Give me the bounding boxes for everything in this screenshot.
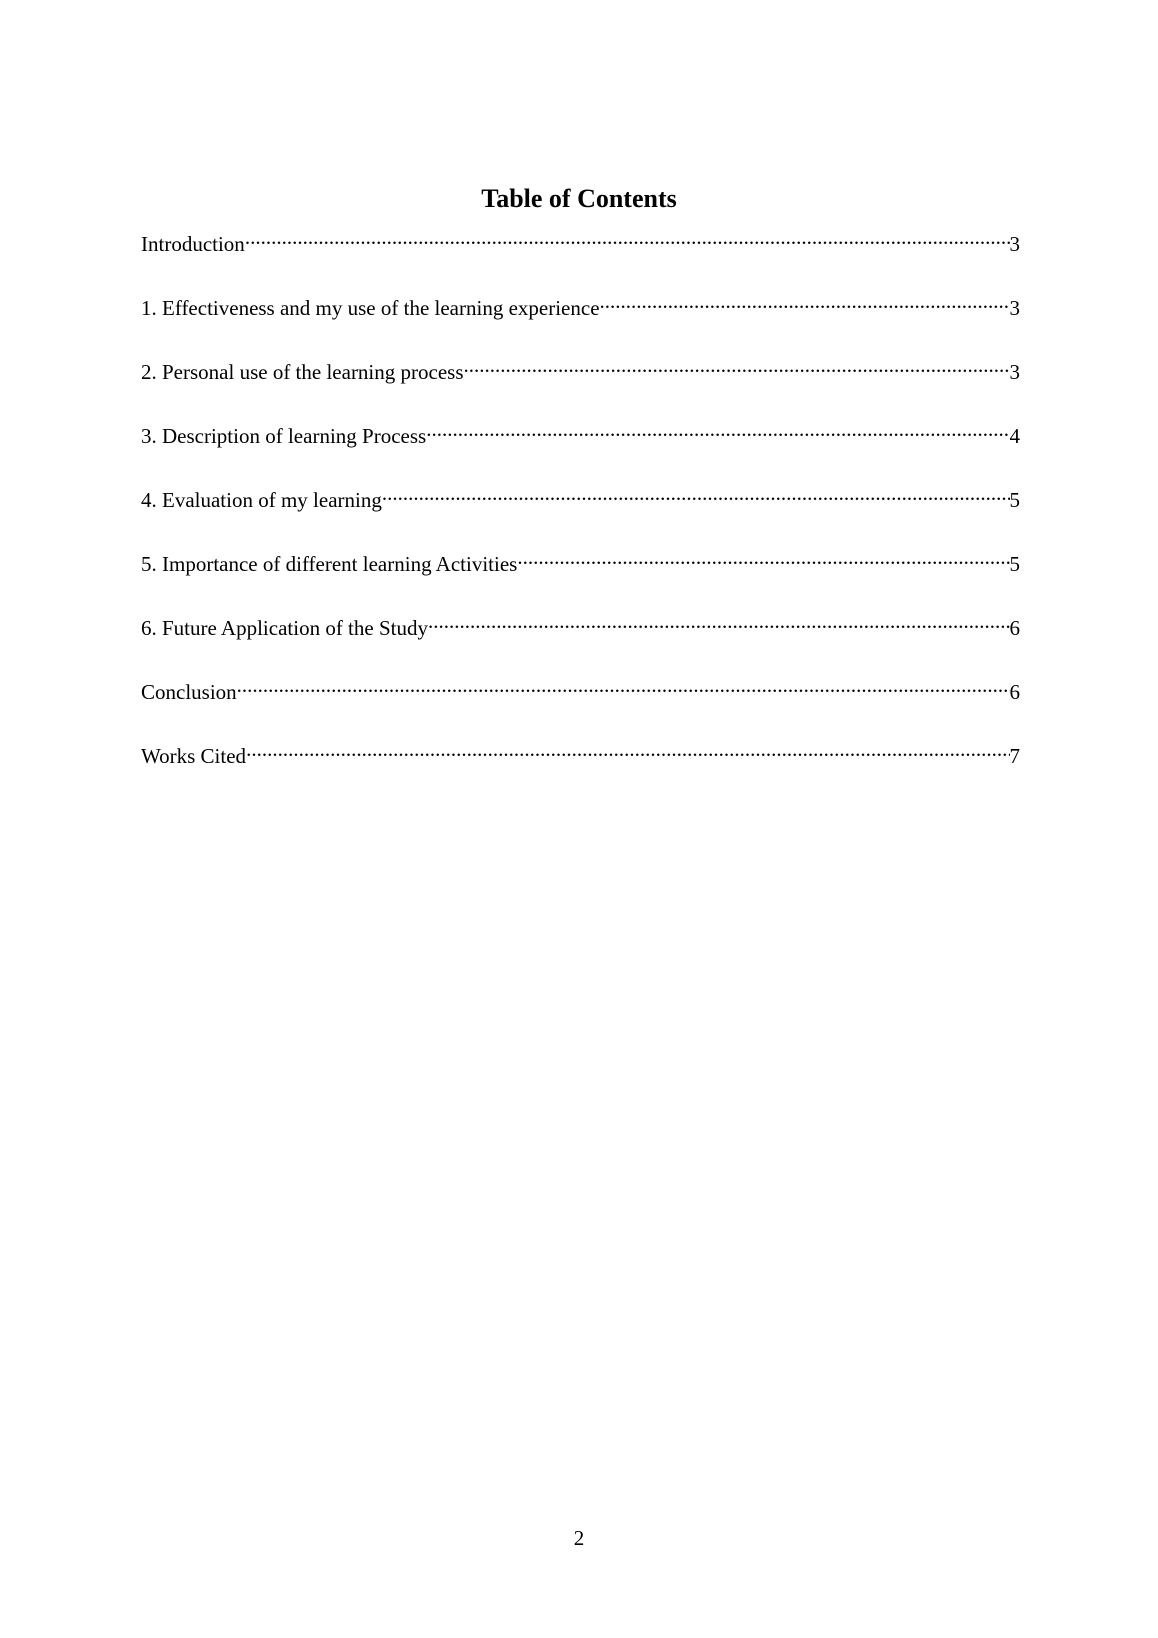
toc-entry-conclusion[interactable] bbox=[141, 671, 1020, 735]
toc-entry-importance[interactable] bbox=[141, 543, 1020, 607]
toc-entry-page: 6 bbox=[1009, 616, 1020, 640]
toc-entry-page: 3 bbox=[1009, 360, 1020, 384]
toc-entry-future-application[interactable] bbox=[141, 607, 1020, 671]
toc-dot-leader bbox=[382, 479, 1010, 507]
toc-entry-label: Works Cited bbox=[141, 744, 247, 768]
toc-entry-page: 3 bbox=[1009, 296, 1020, 320]
toc-entry-page: 6 bbox=[1009, 680, 1020, 704]
toc-entry-label: 6. Future Application of the Study bbox=[141, 616, 428, 640]
page-number: 2 bbox=[573, 1526, 585, 1550]
toc-entry-page: 4 bbox=[1009, 424, 1020, 448]
toc-entry-label: Introduction bbox=[141, 232, 245, 256]
toc-entry-label: 2. Personal use of the learning process bbox=[141, 360, 464, 384]
toc-entry-label: 5. Importance of different learning Activities bbox=[141, 552, 518, 576]
toc-entry-works-cited[interactable] bbox=[141, 735, 1020, 799]
toc-entry-label: Conclusion bbox=[141, 680, 237, 704]
toc-dot-leader bbox=[464, 351, 1010, 379]
toc-list bbox=[141, 223, 1020, 799]
toc-entry-evaluation[interactable] bbox=[141, 479, 1020, 543]
toc-entry-description[interactable] bbox=[141, 415, 1020, 479]
toc-entry-page: 7 bbox=[1009, 744, 1020, 768]
toc-dot-leader bbox=[428, 607, 1010, 635]
toc-dot-leader bbox=[600, 287, 1010, 315]
toc-entry-label: 4. Evaluation of my learning bbox=[141, 488, 382, 512]
toc-dot-leader bbox=[245, 223, 1010, 251]
toc-dot-leader bbox=[246, 735, 1009, 763]
toc-entry-effectiveness[interactable] bbox=[141, 287, 1020, 351]
toc-entry-label: 1. Effectiveness and my use of the learning experience bbox=[141, 296, 600, 320]
toc-entry-label: 3. Description of learning Process bbox=[141, 424, 427, 448]
toc-entry-personal-use[interactable] bbox=[141, 351, 1020, 415]
toc-dot-leader bbox=[426, 415, 1009, 443]
toc-entry-page: 5 bbox=[1009, 488, 1020, 512]
toc-entry-page: 5 bbox=[1009, 552, 1020, 576]
toc-entry-page: 3 bbox=[1009, 232, 1020, 256]
toc-dot-leader bbox=[237, 671, 1010, 699]
toc-entry-introduction[interactable] bbox=[141, 223, 1020, 287]
toc-dot-leader bbox=[517, 543, 1009, 571]
toc-title: Table of Contents bbox=[481, 184, 677, 213]
